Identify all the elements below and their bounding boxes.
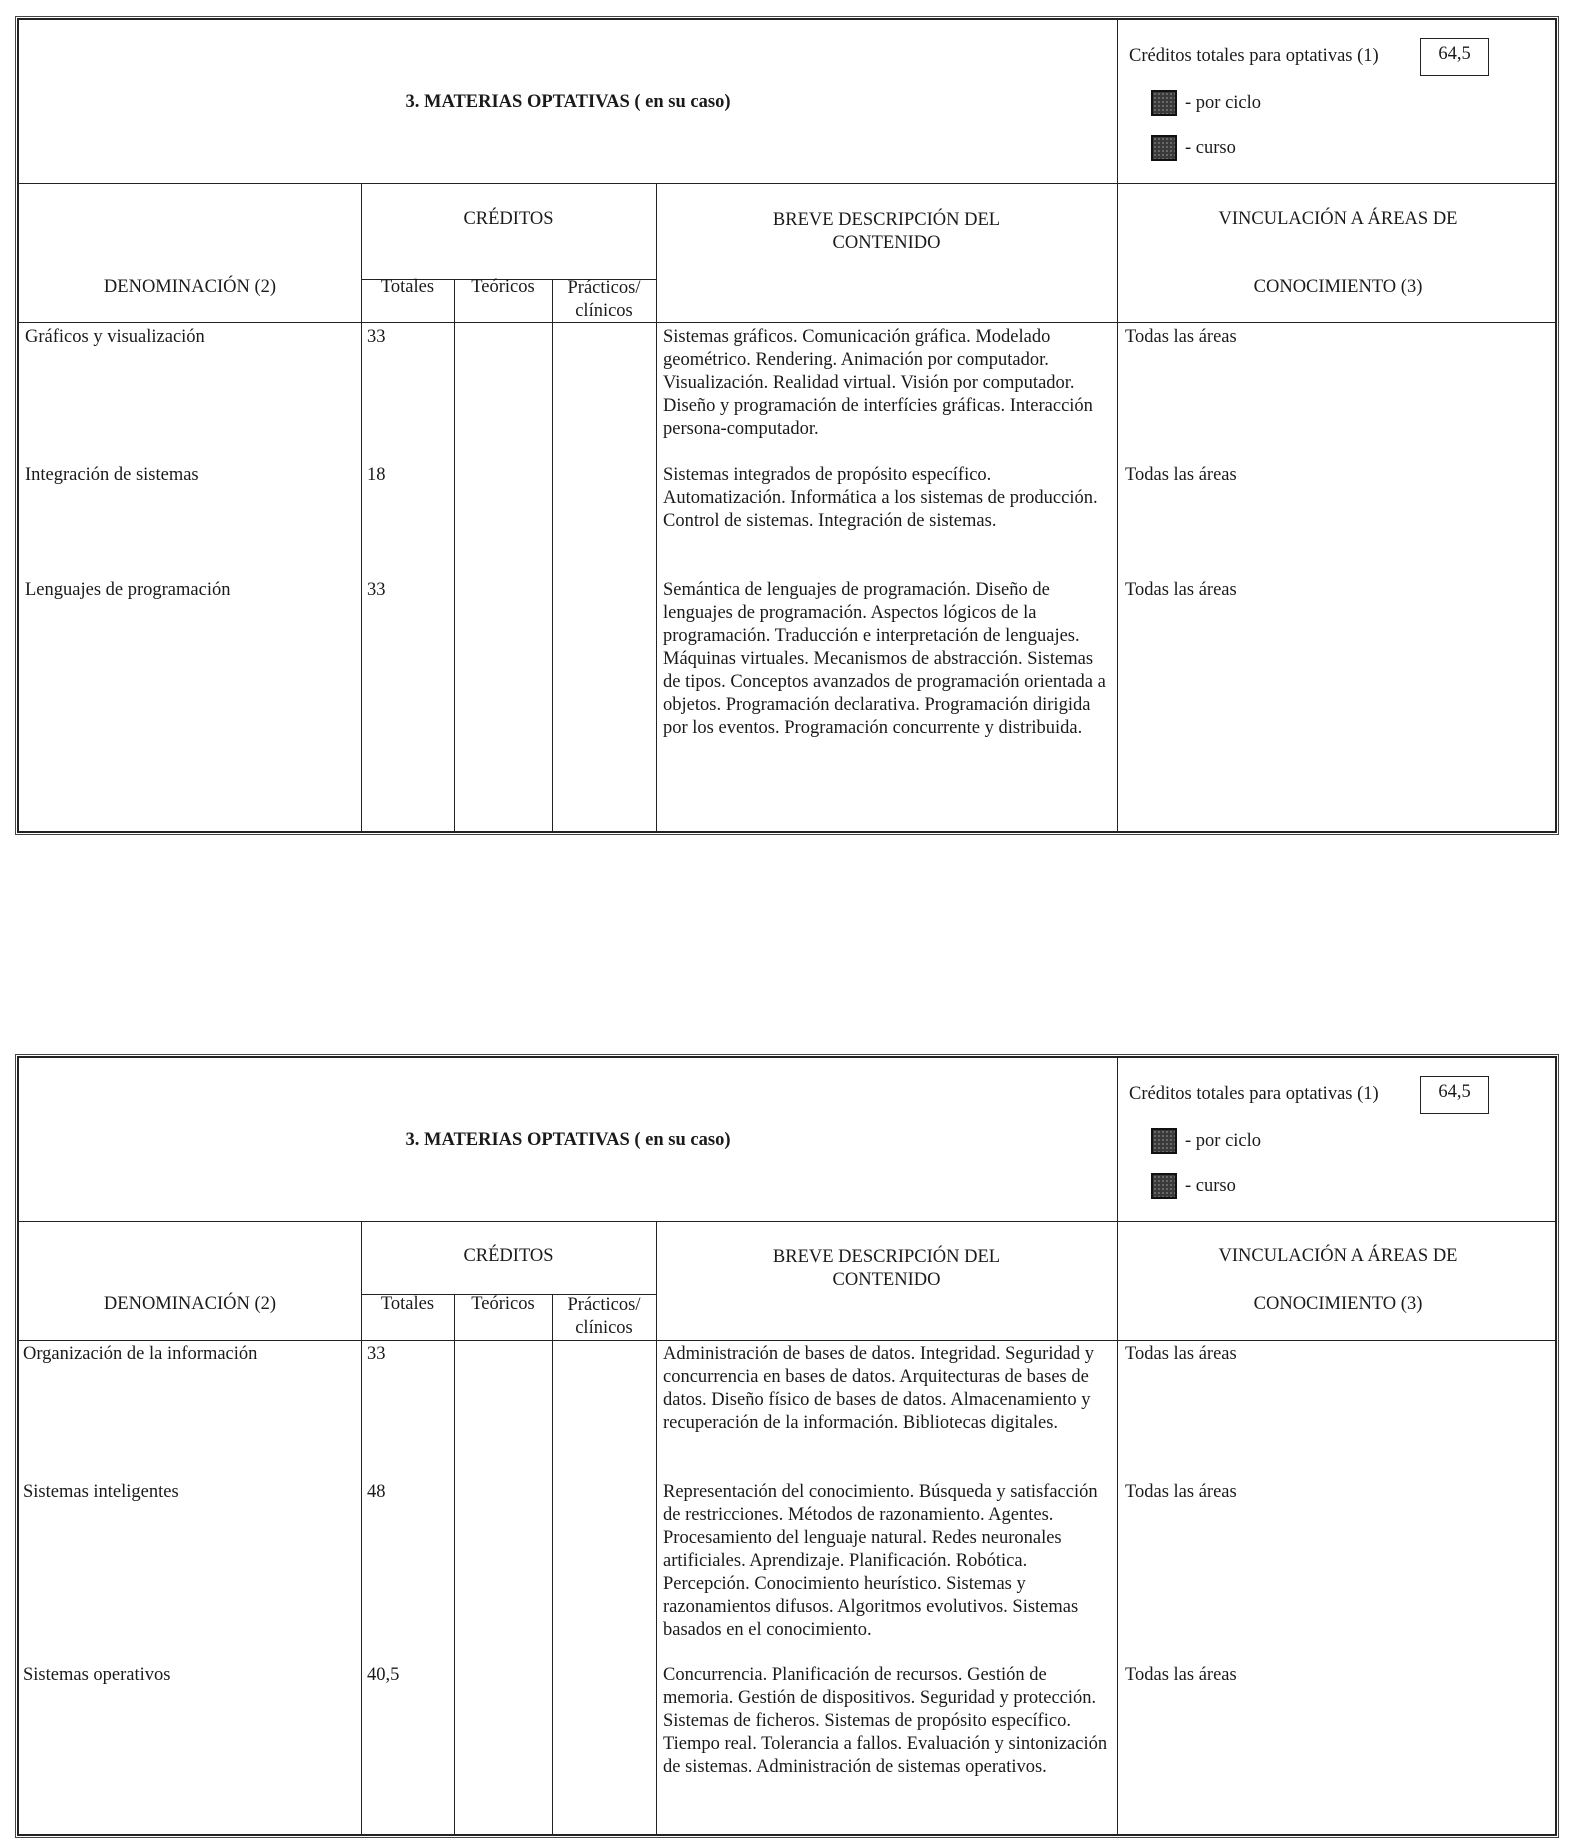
legend-ciclo: [1151, 90, 1261, 116]
col-vinculacion-1: VINCULACIÓN A ÁREAS DE: [1218, 1246, 1458, 1266]
row-area: Todas las áreas: [1125, 327, 1237, 347]
row-totales: 48: [367, 1482, 386, 1502]
row-area: Todas las áreas: [1125, 1665, 1237, 1685]
col-creditos: CRÉDITOS: [463, 1246, 554, 1266]
col-totales: Totales: [380, 1294, 435, 1314]
curso-swatch-icon: [1151, 1173, 1177, 1199]
col-descripcion: BREVE DESCRIPCIÓN DEL CONTENIDO: [772, 210, 1001, 253]
col-denominacion: DENOMINACIÓN (2): [103, 1294, 277, 1314]
legend-curso: [1151, 1173, 1236, 1199]
col-denominacion: DENOMINACIÓN (2): [103, 277, 277, 297]
optativas-form-1: [17, 18, 1557, 833]
row-denominacion: Sistemas inteligentes: [23, 1482, 179, 1502]
legend-ciclo: [1151, 1128, 1261, 1154]
col-practicos: Prácticos/ clínicos: [567, 1295, 641, 1338]
section-title: 3. MATERIAS OPTATIVAS ( en su caso): [405, 92, 731, 112]
col-creditos: CRÉDITOS: [463, 209, 554, 229]
optativas-form-2: [17, 1056, 1557, 1836]
col-vinculacion-2: CONOCIMIENTO (3): [1253, 1294, 1423, 1314]
table-body: [19, 323, 1555, 833]
form-header: [19, 1058, 1555, 1222]
ciclo-swatch-icon: [1151, 1128, 1177, 1154]
row-denominacion: Lenguajes de programación: [25, 580, 231, 600]
row-descripcion: Concurrencia. Planificación de recursos. Gestión de memoria. Gestión de dispositivos. Seguridad y protección. Sistemas de ficheros. Sistemas de propósito específico. Tiempo real. Tolerancia a fallos. Evaluación y sintonización de sistemas. Administración de sistemas operativos.: [663, 1665, 1108, 1777]
row-descripcion: Semántica de lenguajes de programación. Diseño de lenguajes de programación. Aspectos lógicos de la programación. Traducción e interpretación de lenguajes. Máquinas virtuales. Mecanismos de abstracción. Sistemas de tipos. Conceptos avanzados de programación orientada a objetos. Programación declarativa. Programación dirigida por los eventos. Programación concurrente y distribuida.: [663, 580, 1106, 738]
row-area: Todas las áreas: [1125, 580, 1237, 600]
col-vinculacion-2: CONOCIMIENTO (3): [1253, 277, 1423, 297]
row-descripcion: Sistemas gráficos. Comunicación gráfica. Modelado geométrico. Rendering. Animación por computador. Visualización. Realidad virtual. Visión por computador. Diseño y programación de interfícies gráficas. Interacción persona-computador.: [663, 327, 1093, 439]
row-denominacion: Gráficos y visualización: [25, 327, 205, 347]
row-totales: 40,5: [367, 1665, 400, 1685]
col-practicos: Prácticos/ clínicos: [567, 278, 641, 321]
row-descripcion: Administración de bases de datos. Integridad. Seguridad y concurrencia en bases de datos. Arquitecturas de bases de datos. Diseño físico de bases de datos. Almacenamiento y recuperación de la información. Bibliotecas digitales.: [663, 1344, 1095, 1433]
col-teoricos: Teóricos: [471, 277, 535, 297]
row-descripcion: Sistemas integrados de propósito específico. Automatización. Informática a los sistemas de producción. Control de sistemas. Integración de sistemas.: [663, 465, 1098, 531]
row-denominacion: Integración de sistemas: [25, 465, 199, 485]
section-title: 3. MATERIAS OPTATIVAS ( en su caso): [405, 1130, 731, 1150]
legend-curso-label: - curso: [1185, 137, 1236, 158]
creditos-totales-value: 64,5: [1420, 1076, 1489, 1114]
row-denominacion: Sistemas operativos: [23, 1665, 171, 1685]
table-body: [19, 1341, 1555, 1836]
row-totales: 33: [367, 580, 386, 600]
row-totales: 33: [367, 327, 386, 347]
creditos-totales-label: Créditos totales para optativas (1): [1129, 1084, 1379, 1104]
column-headers: [19, 184, 1555, 323]
ciclo-swatch-icon: [1151, 90, 1177, 116]
row-descripcion: Representación del conocimiento. Búsqueda y satisfacción de restricciones. Métodos de razonamiento. Agentes. Procesamiento del lenguaje natural. Redes neuronales artificiales. Aprendizaje. Planificación. Robótica. Percepción. Conocimiento heurístico. Sistemas y razonamientos difusos. Algoritmos evolutivos. Sistemas basados en el conocimiento.: [663, 1482, 1098, 1640]
legend-ciclo-label: - por ciclo: [1185, 1130, 1262, 1151]
col-vinculacion-1: VINCULACIÓN A ÁREAS DE: [1218, 209, 1458, 229]
row-denominacion: Organización de la información: [23, 1344, 258, 1364]
row-area: Todas las áreas: [1125, 1482, 1237, 1502]
row-area: Todas las áreas: [1125, 465, 1237, 485]
row-totales: 18: [367, 465, 386, 485]
legend-curso: [1151, 135, 1236, 161]
col-totales: Totales: [380, 277, 435, 297]
creditos-totales-value: 64,5: [1420, 38, 1489, 76]
col-teoricos: Teóricos: [471, 1294, 535, 1314]
legend-curso-label: - curso: [1185, 1175, 1236, 1196]
col-descripcion: BREVE DESCRIPCIÓN DEL CONTENIDO: [772, 1247, 1001, 1290]
curso-swatch-icon: [1151, 135, 1177, 161]
creditos-totales-label: Créditos totales para optativas (1): [1129, 46, 1379, 66]
row-area: Todas las áreas: [1125, 1344, 1237, 1364]
row-totales: 33: [367, 1344, 386, 1364]
legend-ciclo-label: - por ciclo: [1185, 92, 1262, 113]
form-header: [19, 20, 1555, 184]
column-headers: [19, 1222, 1555, 1341]
